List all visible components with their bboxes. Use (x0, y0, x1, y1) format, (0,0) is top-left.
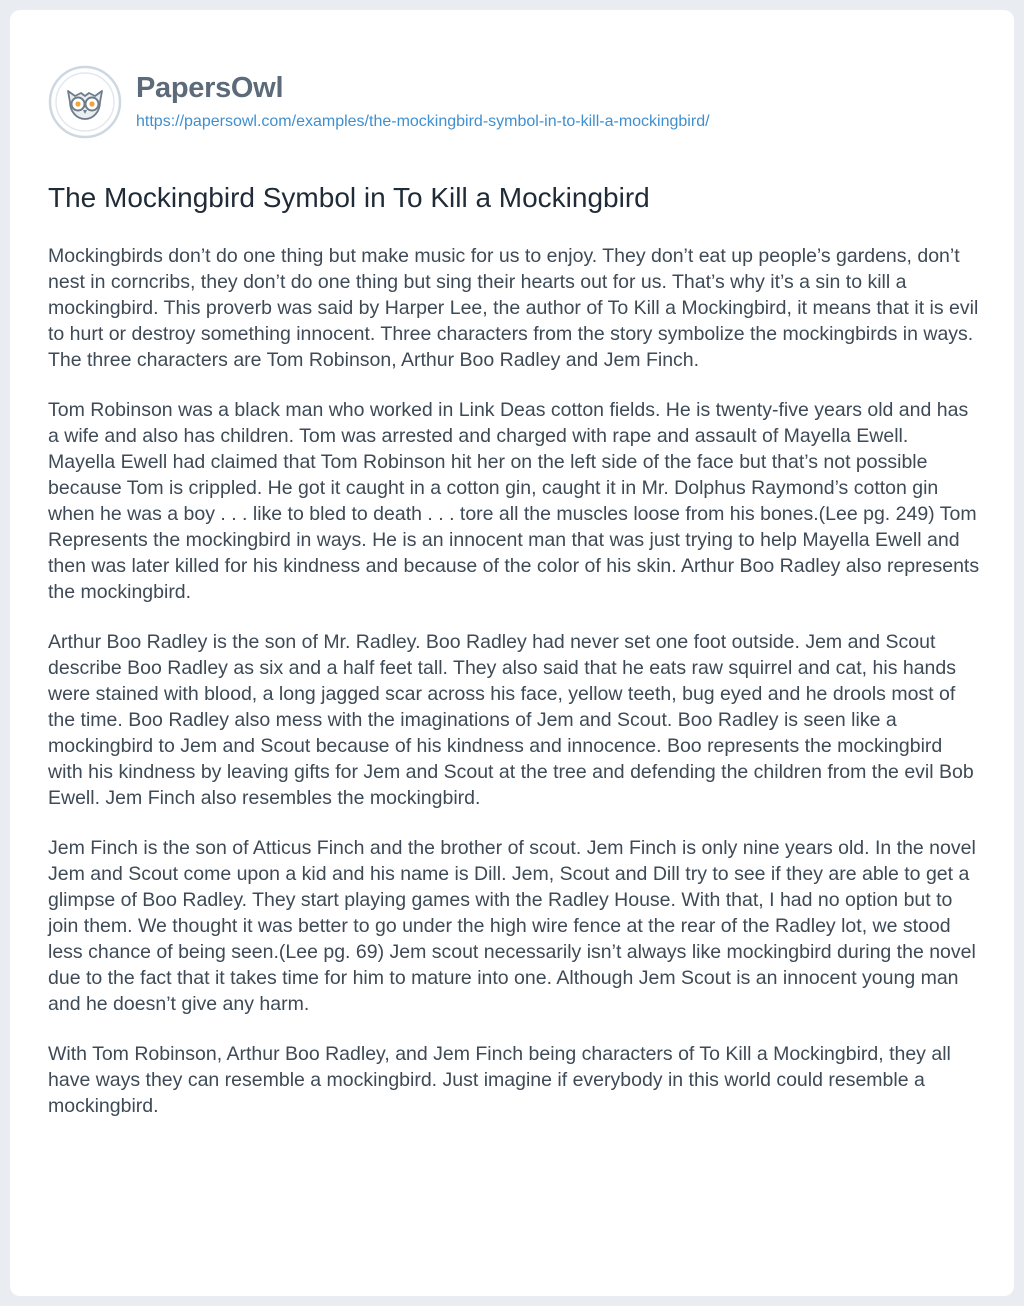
source-url-link[interactable]: https://papersowl.com/examples/the-mockingbird-symbol-in-to-kill-a-mockingbird/ (136, 113, 710, 131)
paragraph: Mockingbirds don’t do one thing but make music for us to enjoy. They don’t eat up people’s gardens, don’t nest in corncribs, they don’t do one thing but sing their hearts out for us. That’s why it’s a sin to kill a mockingbird. This proverb was said by Harper Lee, the author of To Kill a Mockingbird, it means that it is evil to hurt or destroy something innocent. Three characters from the story symbolize the mockingbirds in ways. The three characters are Tom Robinson, Arthur Boo Radley and Jem Finch. (48, 245, 979, 371)
document-page (10, 10, 1014, 1296)
paragraph: Jem Finch is the son of Atticus Finch and the brother of scout. Jem Finch is only nine years old. In the novel Jem and Scout come upon a kid and his name is Dill. Jem, Scout and Dill try to see if they are able to get a glimpse of Boo Radley. They start playing games with the Radley House. With that, I had no option but to join them. We thought it was better to go under the high wire fence at the rear of the Radley lot, we stood less chance of being seen.(Lee pg. 69) Jem scout necessarily isn’t always like mockingbird during the novel due to the fact that it takes time for him to mature into one. Although Jem Scout is an innocent young man and he doesn’t give any harm. (48, 837, 976, 1015)
paragraph: With Tom Robinson, Arthur Boo Radley, and Jem Finch being characters of To Kill a Mockingbird, they all have ways they can resemble a mockingbird. Just imagine if everybody in this world could resemble a mockingbird. (48, 1043, 951, 1117)
paragraph: Tom Robinson was a black man who worked in Link Deas cotton fields. He is twenty-five years old and has a wife and also has children. Tom was arrested and charged with rape and assault of Mayella Ewell. Mayella Ewell had claimed that Tom Robinson hit her on the left side of the face but that’s not possible because Tom is crippled. He got it caught in a cotton gin, caught it in Mr. Dolphus Raymond’s cotton gin when he was a boy . . . like to bled to death . . . tore all the muscles loose from his bones.(Lee pg. 249) Tom Represents the mockingbird in ways. He is an innocent man that was just trying to help Mayella Ewell and then was later killed for his kindness and because of the color of his skin. Arthur Boo Radley also represents the mockingbird. (48, 399, 980, 603)
brand-block (136, 73, 710, 132)
paragraph: Arthur Boo Radley is the son of Mr. Radley. Boo Radley had never set one foot outside. Jem and Scout describe Boo Radley as six and a half feet tall. They also said that he eats raw squirrel and cat, his hands were stained with blood, a long jagged scar across his face, yellow teeth, bug eyed and he drools most of the time. Boo Radley also mess with the imaginations of Jem and Scout. Boo Radley is seen like a mockingbird to Jem and Scout because of his kindness and innocence. Boo represents the mockingbird with his kindness by leaving gifts for Jem and Scout at the tree and defending the children from the evil Bob Ewell. Jem Finch also resembles the mockingbird. (48, 631, 974, 809)
article-body (48, 243, 980, 1143)
site-header (48, 62, 710, 142)
article-title: The Mockingbird Symbol in To Kill a Mockingbird (48, 182, 650, 213)
owl-logo-icon (48, 65, 122, 139)
brand-name[interactable]: PapersOwl (136, 71, 284, 104)
